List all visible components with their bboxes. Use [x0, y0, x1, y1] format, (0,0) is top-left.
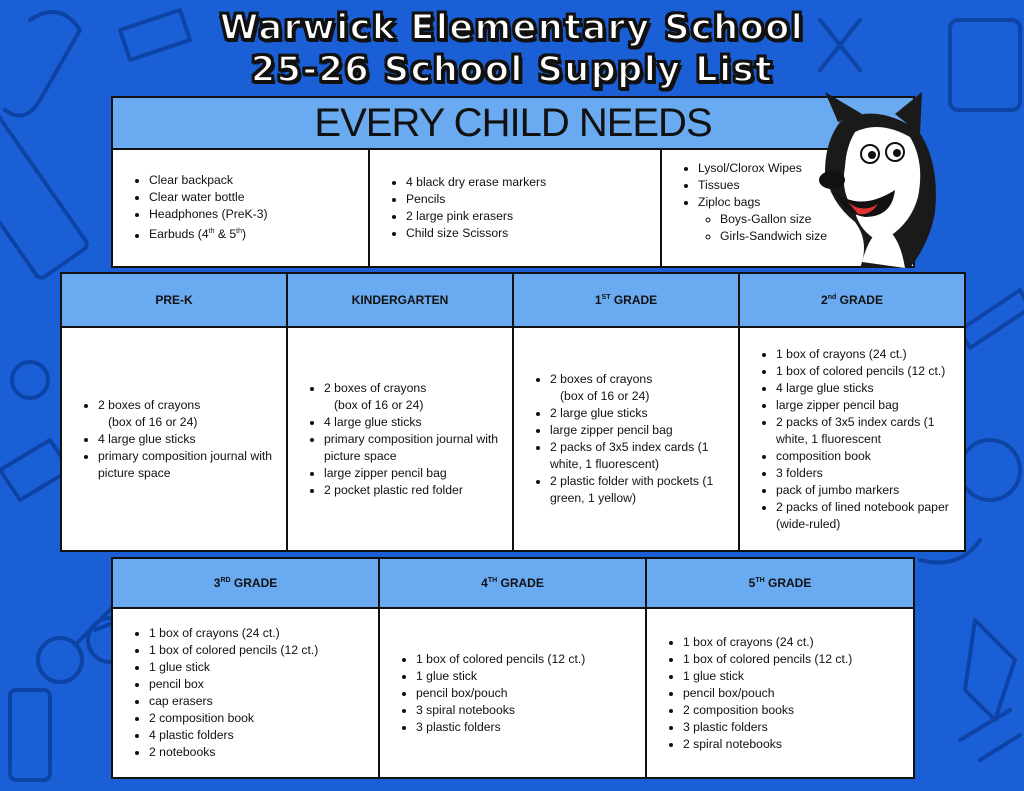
list-item: • 2 packs of 3x5 index cards (1 white, 1 fluorescent — [776, 414, 954, 448]
glue-icon — [10, 690, 50, 780]
grade-3-list — [112, 608, 379, 778]
list-item: • cap erasers — [149, 693, 368, 710]
list-item: • 1 box of crayons (24 ct.) — [149, 625, 368, 642]
header-grade-2: 2nd GRADE — [739, 273, 965, 327]
list-item: • Child size Scissors — [406, 225, 650, 242]
list-item-earbuds: • Earbuds (4th & 5th) — [149, 223, 358, 243]
list-item: • 1 glue stick — [683, 668, 903, 685]
list-item: • primary composition journal with picture space — [98, 448, 276, 482]
list-item: • 1 box of colored pencils (12 ct.) — [776, 363, 954, 380]
list-item: • 1 box of colored pencils (12 ct.) — [416, 651, 635, 668]
every-child-needs-table — [111, 96, 915, 268]
school-name-title: Warwick Elementary School — [219, 8, 805, 48]
list-item: • 3 folders — [776, 465, 954, 482]
grades-3-5-table — [111, 557, 915, 779]
list-item: • Ziploc bags ◦ Boys-Gallon size ◦ Girls-Sandwich size — [698, 194, 903, 245]
list-subitem: ◦ Girls-Sandwich size — [720, 228, 903, 245]
list-item: • 2 packs of lined notebook paper (wide-ruled) — [776, 499, 954, 533]
supply-list-title: 25-26 School Supply List — [250, 50, 774, 90]
every-child-col1 — [112, 149, 369, 267]
list-item: • 2 large pink erasers — [406, 208, 650, 225]
header-grade-4: 4TH GRADE — [379, 558, 646, 608]
list-item: • 2 composition books — [683, 702, 903, 719]
header-grade-3: 3RD GRADE — [112, 558, 379, 608]
list-item: • 2 boxes of crayons (box of 16 or 24) — [98, 397, 276, 431]
list-item: • large zipper pencil bag — [776, 397, 954, 414]
list-subitem: ◦ Boys-Gallon size — [720, 211, 903, 228]
list-item: • composition book — [776, 448, 954, 465]
list-item: • 2 boxes of crayons (box of 16 or 24) — [324, 380, 502, 414]
list-item: • Lysol/Clorox Wipes — [698, 160, 903, 177]
husky-mascot-icon — [800, 92, 950, 268]
list-item: • 2 pocket plastic red folder — [324, 482, 502, 499]
list-item: • Pencils — [406, 191, 650, 208]
list-item: • Clear water bottle — [149, 189, 358, 206]
header-grade-1: 1ST GRADE — [513, 273, 739, 327]
list-item: • 4 large glue sticks — [98, 431, 276, 448]
list-item: • 2 large glue sticks — [550, 405, 728, 422]
header-prek: PRE-K — [61, 273, 287, 327]
list-item: • 2 composition book — [149, 710, 368, 727]
list-item: • Clear backpack — [149, 172, 358, 189]
pencil-icon — [960, 290, 1024, 348]
header-grade-5: 5TH GRADE — [646, 558, 914, 608]
list-item: • pack of jumbo markers — [776, 482, 954, 499]
pen-nib-icon — [965, 620, 1015, 720]
list-item: • 1 glue stick — [149, 659, 368, 676]
grade-2-list — [739, 327, 965, 551]
list-item: • pencil box — [149, 676, 368, 693]
list-item: • 2 notebooks — [149, 744, 368, 761]
list-item: • 1 box of crayons (24 ct.) — [683, 634, 903, 651]
prek-list — [61, 327, 287, 551]
list-item: • 4 large glue sticks — [776, 380, 954, 397]
kindergarten-list — [287, 327, 513, 551]
list-item: • 4 large glue sticks — [324, 414, 502, 431]
list-item: • Tissues — [698, 177, 903, 194]
list-item: • 2 packs of 3x5 index cards (1 white, 1 fluorescent) — [550, 439, 728, 473]
list-item: • 1 box of colored pencils (12 ct.) — [149, 642, 368, 659]
list-item: • large zipper pencil bag — [550, 422, 728, 439]
list-item: • 3 plastic folders — [416, 719, 635, 736]
list-item: • 4 black dry erase markers — [406, 174, 650, 191]
list-item: • 2 boxes of crayons (box of 16 or 24) — [550, 371, 728, 405]
list-item: • 1 box of crayons (24 ct.) — [776, 346, 954, 363]
every-child-col2 — [369, 149, 661, 267]
every-child-needs-heading: EVERY CHILD NEEDS — [112, 97, 914, 149]
list-item: • large zipper pencil bag — [324, 465, 502, 482]
clip-icon — [960, 440, 1020, 500]
list-item: • 1 glue stick — [416, 668, 635, 685]
grade-1-list — [513, 327, 739, 551]
list-item: • primary composition journal with picture space — [324, 431, 502, 465]
grade-4-list — [379, 608, 646, 778]
list-item: • 3 plastic folders — [683, 719, 903, 736]
grade-5-list — [646, 608, 914, 778]
list-item: • 2 spiral notebooks — [683, 736, 903, 753]
list-item: • 4 plastic folders — [149, 727, 368, 744]
list-item: • 3 spiral notebooks — [416, 702, 635, 719]
ruler-icon — [0, 90, 89, 280]
list-item: • 1 box of colored pencils (12 ct.) — [683, 651, 903, 668]
list-item: • Headphones (PreK-3) — [149, 206, 358, 223]
list-item: • pencil box/pouch — [683, 685, 903, 702]
grades-prek-2-table — [60, 272, 966, 552]
header-kindergarten: KINDERGARTEN — [287, 273, 513, 327]
list-item: • pencil box/pouch — [416, 685, 635, 702]
list-item: • 2 plastic folder with pockets (1 green, 1 yellow) — [550, 473, 728, 507]
